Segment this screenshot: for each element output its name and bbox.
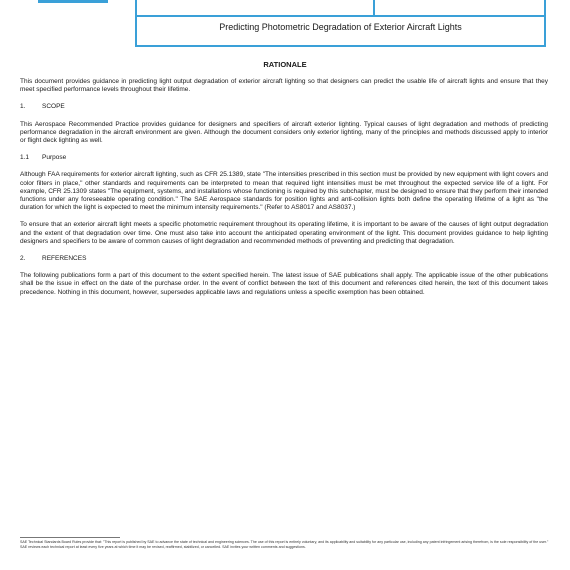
purpose-text-2: To ensure that an exterior aircraft light meets a specific photometric requirement throughout its operating lifetime, it is important to be aware of the causes of light output degradation and the extent of that degradation over time. One must also take into account the anticipated operating environment of the light. This document provides guidance to help lighting designers and specifiers to be aware of common causes of light degradation and recommended methods of preventing and predicting that degradation.: [20, 221, 548, 245]
scope-heading: [20, 103, 548, 111]
references-text: The following publications form a part of this document to the extent specified herein. The latest issue of SAE publications shall apply. The applicable issue of the other publications shall be the issue in effect on the date of the purchase order. In the event of conflict between the text of this document and references cited herein, the text of this document takes precedence. Nothing in this document, however, supersedes applicable laws and regulations unless a specific exemption has been obtained.: [20, 272, 548, 296]
section-title: REFERENCES: [42, 255, 87, 263]
footer-rule: [20, 537, 120, 538]
rationale-text: This document provides guidance in predicting light output degradation of exterior aircraft lighting so that designers can predict the usable life of aircraft lights and ensure that they meet specified performance levels throughout their lifetime.: [20, 78, 548, 94]
section-title: SCOPE: [42, 103, 65, 111]
section-number: 1.: [20, 103, 26, 111]
references-heading: [20, 255, 548, 263]
section-number: 1.1: [20, 154, 30, 162]
scope-text: This Aerospace Recommended Practice provides guidance for designers and specifiers of aircraft exterior lighting. Typical causes of light degradation and methods of predicting performance degradation in the aircraft environment are given. Although the document considers only exterior lighting, many of the principles and methods discussed apply to interior or flight deck lighting as well.: [20, 120, 548, 145]
section-title: Purpose: [42, 154, 67, 162]
document-header: [135, 0, 546, 47]
purpose-heading: [20, 154, 548, 162]
section-number: 2.: [20, 255, 26, 263]
document-body: [20, 78, 548, 306]
header-top-row: [137, 0, 544, 17]
footer-line-2: SAE reviews each technical report at least every five years at which time it may be revised, reaffirmed, stabilized, or cancelled. SAE invites your written comments and suggestions.: [20, 544, 306, 549]
footer-notice: [20, 540, 550, 549]
document-title: Predicting Photometric Degradation of Exterior Aircraft Lights: [219, 22, 462, 32]
purpose-text-1: Although FAA requirements for exterior aircraft lighting, such as CFR 25.1389, state "The intensities prescribed in this section must be provided by new equipment with light covers and color filters in place," other standards and requirements can be interpreted to mean that required light intensities must be met throughout the expected service life of a light. For example, CFR 25.1309 states "The equipment, systems, and installations whose functioning is required by this subchapter, must be designed to ensure that they perform their intended functions under any foreseeable operating condition." The SAE Aerospace standards for position lights and anti-collision lights both define the operating lifetime of a light as "the duration for which the light is expected to meet the minimum intensity requirements." (Refer to AS8017 and AS8037.): [20, 171, 548, 212]
rationale-heading: RATIONALE: [263, 60, 307, 69]
footer-line-1: SAE Technical Standards Board Rules provide that: "This report is published by SAE to advance the state of technical and engineering sciences. The use of this report is entirely voluntary, and its applicability and suitability for any particular use, including any patent infringement arising therefrom, is the sole responsibility of the user.": [20, 540, 549, 544]
header-divider: [373, 0, 375, 17]
header-accent-bar: [38, 0, 108, 3]
